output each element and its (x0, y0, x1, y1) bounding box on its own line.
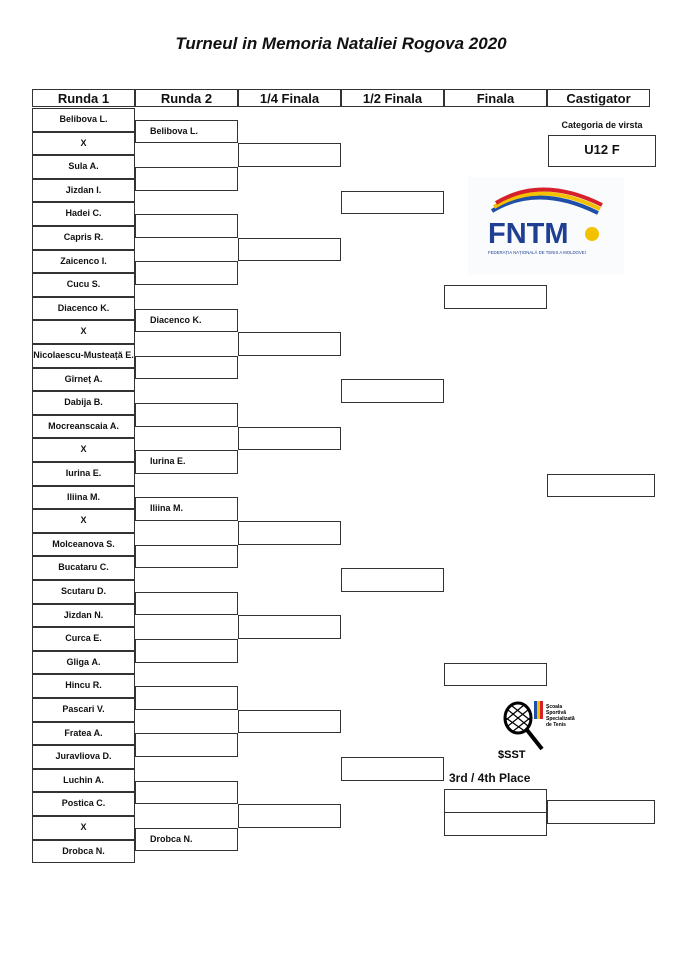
bracket-line (135, 261, 136, 285)
bracket-line (135, 167, 136, 191)
r1-player: X (32, 816, 135, 840)
champion-slot (547, 474, 655, 498)
ssst-subtitle-3: Specializată (546, 716, 575, 722)
bracket-line (135, 450, 136, 474)
bracket-line (444, 663, 445, 687)
bracket-line (238, 521, 239, 545)
r1-player: X (32, 320, 135, 344)
r1-player: Postica C. (32, 792, 135, 816)
header-semifinal: 1/2 Finala (341, 89, 444, 107)
bracket-line (135, 309, 136, 333)
r1-player: Pascari V. (32, 698, 135, 722)
r2-winner-name: Belibova L. (150, 125, 199, 136)
bracket-line (238, 615, 239, 639)
r1-player: X (32, 509, 135, 533)
r1-player: Belibova L. (32, 108, 135, 132)
category-value: U12 F (548, 135, 656, 167)
header-winner: Castigator (547, 89, 650, 107)
ssst-subtitle-1: Școala (546, 704, 563, 710)
bracket-line (341, 757, 342, 781)
bracket-line (444, 285, 445, 309)
bracket-line (238, 332, 239, 356)
fntm-logo-subtitle: FEDERAȚIA NAȚIONALĂ DE TENIS A MOLDOVEI (488, 250, 586, 255)
qf-slot (238, 521, 341, 545)
bracket-line (135, 497, 136, 521)
r1-player: X (32, 132, 135, 156)
bracket-line (341, 379, 342, 403)
r1-player: Nicolaescu-Musteață E. (32, 344, 135, 368)
qf-slot (238, 143, 341, 167)
r2-slot (135, 592, 238, 616)
r1-player: Zaicenco I. (32, 250, 135, 274)
r2-slot (135, 686, 238, 710)
final-slot (444, 663, 547, 687)
header-final: Finala (444, 89, 547, 107)
bracket-line (135, 356, 136, 380)
r2-slot (135, 356, 238, 380)
r1-player: Dabija B. (32, 391, 135, 415)
qf-slot (238, 238, 341, 262)
r2-slot (135, 545, 238, 569)
third-place-label: 3rd / 4th Place (449, 771, 531, 785)
r1-player: Hadei C. (32, 202, 135, 226)
r1-player: Hincu R. (32, 674, 135, 698)
final-slot (444, 285, 547, 309)
bracket-line (238, 804, 239, 828)
header-runda-1: Runda 1 (32, 89, 135, 107)
bracket-line (547, 474, 548, 498)
r1-player: Curca E. (32, 627, 135, 651)
r1-player: Scutaru D. (32, 580, 135, 604)
r1-player: Jizdan I. (32, 179, 135, 203)
bracket-line (135, 733, 136, 757)
header-runda-2: Runda 2 (135, 89, 238, 107)
category-label: Categoria de virsta (561, 120, 643, 130)
fntm-logo (468, 177, 624, 275)
bracket-line (238, 710, 239, 734)
ssst-logo (498, 700, 588, 762)
bracket-line (135, 214, 136, 238)
bracket-line (135, 828, 136, 852)
bracket-line (135, 403, 136, 427)
r1-player: Luchin A. (32, 769, 135, 793)
ssst-subtitle-4: de Tenis (546, 722, 566, 728)
bracket-line (135, 781, 136, 805)
bracket-line (135, 592, 136, 616)
r1-player: Gligа A. (32, 651, 135, 675)
r1-player: Bucataru C. (32, 556, 135, 580)
sf-slot (341, 757, 444, 781)
r2-slot (135, 167, 238, 191)
r1-player: Capris R. (32, 226, 135, 250)
bracket-line (135, 639, 136, 663)
r2-slot (135, 214, 238, 238)
bracket-line (238, 238, 239, 262)
bracket-line (135, 545, 136, 569)
r2-slot (135, 639, 238, 663)
r1-player: Jizdan N. (32, 604, 135, 628)
r1-player: Gîrneț A. (32, 368, 135, 392)
r1-player: X (32, 438, 135, 462)
r1-player: Mocreanscaia A. (32, 415, 135, 439)
qf-slot (238, 615, 341, 639)
qf-slot (238, 804, 341, 828)
r1-player: Fratea A. (32, 722, 135, 746)
tournament-title: Turneul in Memoria Nataliei Rogova 2020 (175, 34, 507, 53)
r1-player: Sula A. (32, 155, 135, 179)
r1-player: Iurina E. (32, 462, 135, 486)
bracket-line (341, 568, 342, 592)
third-place-slot (444, 789, 547, 813)
r2-winner-name: Iurina E. (150, 456, 186, 467)
fntm-logo-graphic (468, 177, 624, 275)
bracket-line (135, 120, 136, 144)
sf-slot (341, 568, 444, 592)
bracket-line (135, 686, 136, 710)
bracket-line (238, 143, 239, 167)
r1-player: Iliina M. (32, 486, 135, 510)
r2-winner-name: Drobca N. (150, 833, 193, 844)
sf-slot (341, 379, 444, 403)
qf-slot (238, 710, 341, 734)
third-place-slot (444, 812, 547, 836)
sf-slot (341, 191, 444, 215)
r1-player: Drobca N. (32, 840, 135, 864)
bracket-line (238, 427, 239, 451)
header-quarterfinal: 1/4 Finala (238, 89, 341, 107)
r2-slot (135, 733, 238, 757)
r2-slot (135, 781, 238, 805)
qf-slot (238, 427, 341, 451)
r2-slot (135, 403, 238, 427)
r2-winner-name: Iliina M. (150, 503, 184, 514)
r1-player: Cucu S. (32, 273, 135, 297)
r2-slot (135, 261, 238, 285)
r2-winner-name: Diacenco K. (150, 314, 202, 325)
r1-player: Diacenco K. (32, 297, 135, 321)
bracket-line (341, 191, 342, 215)
r1-player: Juravliova D. (32, 745, 135, 769)
ssst-logo-graphic (498, 700, 588, 762)
tennis-ball-icon (585, 227, 599, 241)
ssst-logo-text: $SST (498, 749, 526, 761)
third-place-winner-slot (547, 800, 655, 824)
ssst-subtitle-2: Sportivă (546, 710, 567, 716)
qf-slot (238, 332, 341, 356)
fntm-logo-text: FNTM (488, 218, 569, 250)
r1-player: Molceanova S. (32, 533, 135, 557)
